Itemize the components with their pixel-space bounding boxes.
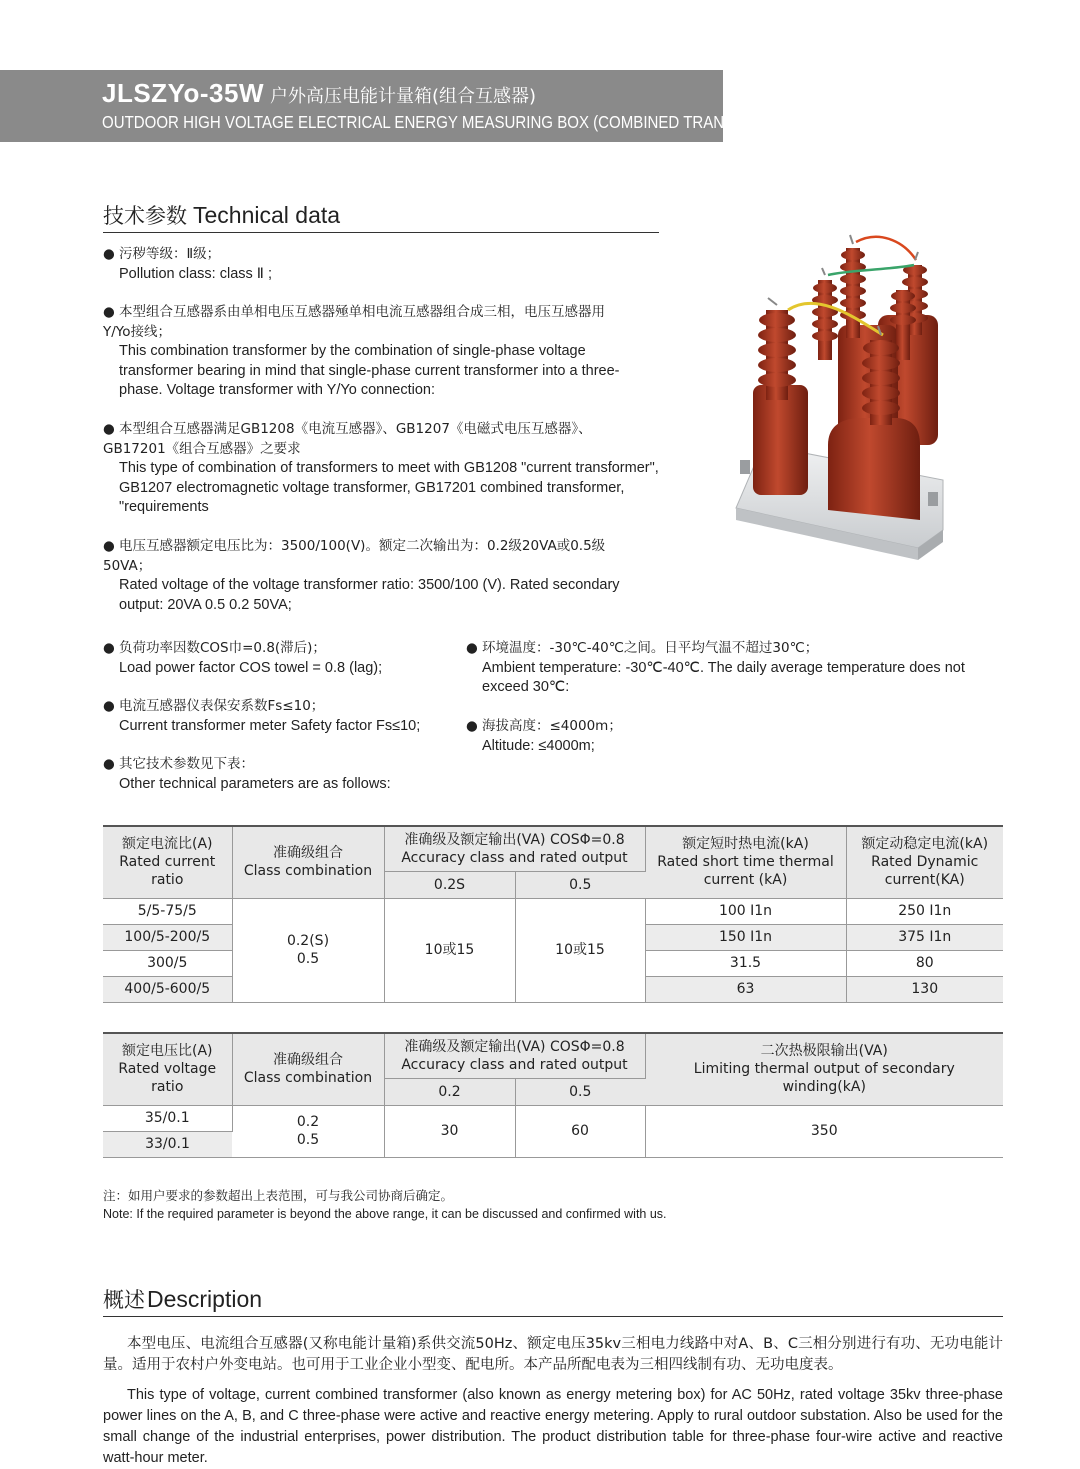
item-zh: 电压互感器额定电压比为：3500/100(V)。额定二次输出为：0.2级20VA或0.5级 bbox=[119, 538, 606, 554]
item-en: This type of combination of transformers to meet with GB1208 "current transformer", bbox=[119, 460, 659, 476]
voltage-ratio-table bbox=[103, 1032, 1003, 1158]
item-en: Current transformer meter Safety factor Fs≤10; bbox=[119, 717, 421, 734]
th-rated-voltage-ratio bbox=[103, 1033, 232, 1105]
title-banner bbox=[0, 70, 805, 142]
th-text: Limiting thermal output of secondary bbox=[693, 1061, 955, 1078]
item-altitude: ● 海拔高度：≤4000m； Altitude: ≤4000m; bbox=[466, 717, 622, 756]
cell-combination bbox=[232, 898, 384, 1002]
item-en: output: 20VA 0.5 0.2 50VA; bbox=[119, 596, 292, 613]
cell-output-02s: 10或15 bbox=[384, 898, 515, 1002]
item-power-factor: ● 负荷功率因数COS巾=0.8(滞后)； Load power factor COS towel = 0.8 (lag); bbox=[103, 639, 382, 678]
cell-text: 0.2(S) bbox=[286, 933, 330, 949]
item-zh: 污秽等级：Ⅱ级； bbox=[119, 246, 221, 262]
desc-heading-en: Description bbox=[147, 1286, 263, 1312]
th-text: Rated current bbox=[119, 854, 216, 871]
item-zh-cont: 50VA； bbox=[103, 557, 152, 574]
cell-ratio: 5/5-75/5 bbox=[103, 898, 232, 924]
th-accuracy-class bbox=[384, 1033, 645, 1078]
th-text: 额定动稳定电流(kA) bbox=[861, 836, 989, 853]
item-en: Other technical parameters are as follows: bbox=[119, 775, 391, 792]
item-en: Pollution class: class Ⅱ ; bbox=[119, 265, 273, 282]
tech-heading-cn: 技术参数 bbox=[103, 204, 187, 228]
th-text: Rated Dynamic bbox=[871, 854, 979, 871]
banner-title-line bbox=[102, 78, 536, 109]
cell-thermal: 150 I1n bbox=[645, 924, 846, 950]
tech-heading-en: Technical data bbox=[193, 202, 341, 228]
item-zh: 电流互感器仪表保安系数Fs≤10； bbox=[119, 698, 325, 714]
cell-dynamic: 130 bbox=[846, 976, 1003, 1002]
description-en: This type of voltage, current combined transformer (also known as energy metering box) for AC 50Hz, rated voltage 35kv three-phase power lines on the A, B, and C three-phase were active and reactive energy metering. Apply to rural outdoor substation. Also be used for the small change of the industrial enterprises, power distribution. The product distribution table for three-phase four-wire active and reactive watt-hour meter. bbox=[103, 1387, 1003, 1466]
th-text: 二次热极限输出(VA) bbox=[760, 1043, 888, 1060]
item-standards: ● 本型组合互感器满足GB1208《电流互感器》、GB1207《电磁式电压互感器》、 GB17201《组合互感器》之要求 This type of combination of transformers to meet with GB1208 "current transformer", GB1207 electromagnetic voltage transformer, GB17201 combined transformer, "requirements bbox=[103, 420, 659, 518]
th-05: 0.5 bbox=[515, 871, 645, 898]
th-text: Rated voltage bbox=[118, 1061, 217, 1078]
th-rated-current-ratio bbox=[103, 826, 232, 898]
item-zh-cont: GB17201《组合互感器》之要求 bbox=[103, 440, 301, 457]
cell-output-05: 10或15 bbox=[515, 898, 645, 1002]
item-en: Altitude: ≤4000m; bbox=[482, 737, 595, 754]
th-limiting-output bbox=[645, 1033, 1003, 1105]
item-en: GB1207 electromagnetic voltage transformer, GB17201 combined transformer, bbox=[119, 479, 625, 496]
item-en: "requirements bbox=[119, 499, 209, 515]
item-other: ● 其它技术参数见下表： Other technical parameters are as follows: bbox=[103, 755, 391, 794]
item-en: Ambient temperature: -30℃-40℃. The daily average temperature does not bbox=[482, 659, 965, 676]
item-en: Load power factor COS towel = 0.8 (lag); bbox=[119, 659, 383, 676]
cell-text: 0.2 bbox=[296, 1114, 320, 1130]
th-text: 额定短时热电流(kA) bbox=[682, 836, 809, 853]
cell-limit: 350 bbox=[645, 1105, 1003, 1157]
title-en: OUTDOOR HIGH VOLTAGE ELECTRICAL ENERGY MEASURING BOX (COMBINED TRANSFORMER) bbox=[102, 112, 805, 132]
th-text: ratio bbox=[151, 872, 184, 889]
th-accuracy-class bbox=[384, 826, 645, 871]
item-zh: 环境温度：-30℃-40℃之间。日平均气温不超过30℃； bbox=[482, 640, 819, 656]
transformer-photo bbox=[728, 230, 958, 560]
title-cn: 户外高压电能计量箱(组合互感器) bbox=[269, 86, 537, 107]
cell-ratio: 300/5 bbox=[103, 950, 232, 976]
cell-thermal: 31.5 bbox=[645, 950, 846, 976]
th-thermal-current bbox=[645, 826, 846, 898]
cell-dynamic: 375 I1n bbox=[846, 924, 1003, 950]
th-02: 0.2 bbox=[384, 1078, 515, 1105]
item-combination: ● 本型组合互感器系由单相电压互感器殛单相电流互感器组合成三相，电压互感器用 Y/Yo接线； This combination transformer by the combination of single-phase voltage transformer bearing in mind that single-phase current transformer into a three- phase. Voltage transformer with Y/Yo connection: bbox=[103, 303, 619, 401]
th-text: 准确级组合 bbox=[273, 1052, 343, 1069]
cell-ratio: 400/5-600/5 bbox=[103, 976, 232, 1002]
th-05: 0.5 bbox=[515, 1078, 645, 1105]
item-zh: 海拔高度：≤4000m； bbox=[482, 718, 622, 734]
item-en: transformer bearing in mind that single-phase current transformer into a three- bbox=[119, 362, 620, 379]
item-en: phase. Voltage transformer with Y/Yo connection: bbox=[119, 382, 435, 398]
cell-text: 0.5 bbox=[296, 1132, 320, 1148]
tech-heading bbox=[103, 200, 659, 233]
th-text: 额定电压比(A) bbox=[121, 1043, 213, 1060]
model-name: JLSZYo-35W bbox=[102, 78, 264, 108]
cell-output-05: 60 bbox=[515, 1105, 645, 1157]
item-en: Rated voltage of the voltage transformer ratio: 3500/100 (V). Rated secondary bbox=[119, 577, 620, 593]
th-text: Accuracy class and rated output bbox=[401, 849, 628, 866]
th-02s: 0.2S bbox=[384, 871, 515, 898]
cell-combination bbox=[232, 1105, 384, 1157]
cell-thermal: 100 I1n bbox=[645, 898, 846, 924]
th-text: Rated short time thermal bbox=[657, 854, 834, 871]
cell-dynamic: 80 bbox=[846, 950, 1003, 976]
th-text: Class combination bbox=[243, 863, 373, 880]
item-en: exceed 30℃: bbox=[482, 679, 570, 695]
item-zh-cont: Y/Yo接线； bbox=[103, 323, 172, 340]
item-safety-factor: ● 电流互感器仪表保安系数Fs≤10； Current transformer meter Safety factor Fs≤10; bbox=[103, 697, 420, 736]
th-text: winding(kA) bbox=[782, 1079, 866, 1096]
th-text: current(KA) bbox=[884, 872, 965, 889]
cell-thermal: 63 bbox=[645, 976, 846, 1002]
th-text: 准确级及额定输出(VA) COSΦ=0.8 bbox=[404, 831, 625, 848]
item-temperature: ● 环境温度：-30℃-40℃之间。日平均气温不超过30℃； Ambient temperature: -30℃-40℃. The daily average temperature does not exceed 30℃: bbox=[466, 639, 965, 698]
table-row bbox=[103, 898, 1003, 924]
description-zh: 本型电压、电流组合互感器(又称电能计量箱)系供交流50Hz、额定电压35kv三相电力线路中对A、B、C三相分别进行有功、无功电能计量。适用于农村户外变电站。也可用于工业企业小型变、配电所。本产品所配电表为三相四线制有功、无功电度表。 bbox=[103, 1336, 1003, 1373]
item-zh: 负荷功率因数COS巾=0.8(滞后)； bbox=[119, 640, 326, 656]
note-zh: 注：如用户要求的参数超出上表范围，可与我公司协商后确定。 bbox=[103, 1188, 454, 1203]
table-row bbox=[103, 1105, 1003, 1131]
cell-ratio: 35/0.1 bbox=[103, 1105, 232, 1131]
th-class-combination bbox=[232, 826, 384, 898]
item-en: This combination transformer by the combination of single-phase voltage bbox=[119, 343, 586, 359]
cell-ratio: 33/0.1 bbox=[103, 1131, 232, 1157]
cell-ratio: 100/5-200/5 bbox=[103, 924, 232, 950]
th-text: 准确级组合 bbox=[273, 845, 343, 862]
item-zh: 其它技术参数见下表： bbox=[119, 756, 254, 772]
desc-heading-cn: 概述 bbox=[103, 1288, 145, 1312]
th-text: ratio bbox=[151, 1079, 184, 1096]
item-voltage-ratio: ● 电压互感器额定电压比为：3500/100(V)。额定二次输出为：0.2级20VA或0.5级 50VA； Rated voltage of the voltage transformer ratio: 3500/100 (V). Rated secondary output: 20VA 0.5 0.2 50VA; bbox=[103, 537, 620, 615]
current-ratio-table bbox=[103, 825, 1003, 1003]
cell-text: 0.5 bbox=[296, 951, 320, 967]
th-class-combination bbox=[232, 1033, 384, 1105]
item-zh: 本型组合互感器系由单相电压互感器殛单相电流互感器组合成三相，电压互感器用 bbox=[119, 304, 605, 320]
th-text: Accuracy class and rated output bbox=[401, 1056, 628, 1073]
cell-dynamic: 250 I1n bbox=[846, 898, 1003, 924]
cell-output-02: 30 bbox=[384, 1105, 515, 1157]
th-text: Class combination bbox=[243, 1070, 373, 1087]
th-text: current (kA) bbox=[703, 872, 788, 889]
th-dynamic-current bbox=[846, 826, 1003, 898]
item-zh: 本型组合互感器满足GB1208《电流互感器》、GB1207《电磁式电压互感器》、 bbox=[119, 421, 592, 437]
th-text: 额定电流比(A) bbox=[121, 836, 213, 853]
notes bbox=[103, 1186, 667, 1224]
item-pollution: ● 污秽等级：Ⅱ级； Pollution class: class Ⅱ ; bbox=[103, 245, 272, 284]
th-text: 准确级及额定输出(VA) COSΦ=0.8 bbox=[404, 1038, 625, 1055]
description-heading bbox=[103, 1284, 1003, 1317]
note-en: Note: If the required parameter is beyond the above range, it can be discussed and confirmed with us. bbox=[103, 1207, 667, 1221]
